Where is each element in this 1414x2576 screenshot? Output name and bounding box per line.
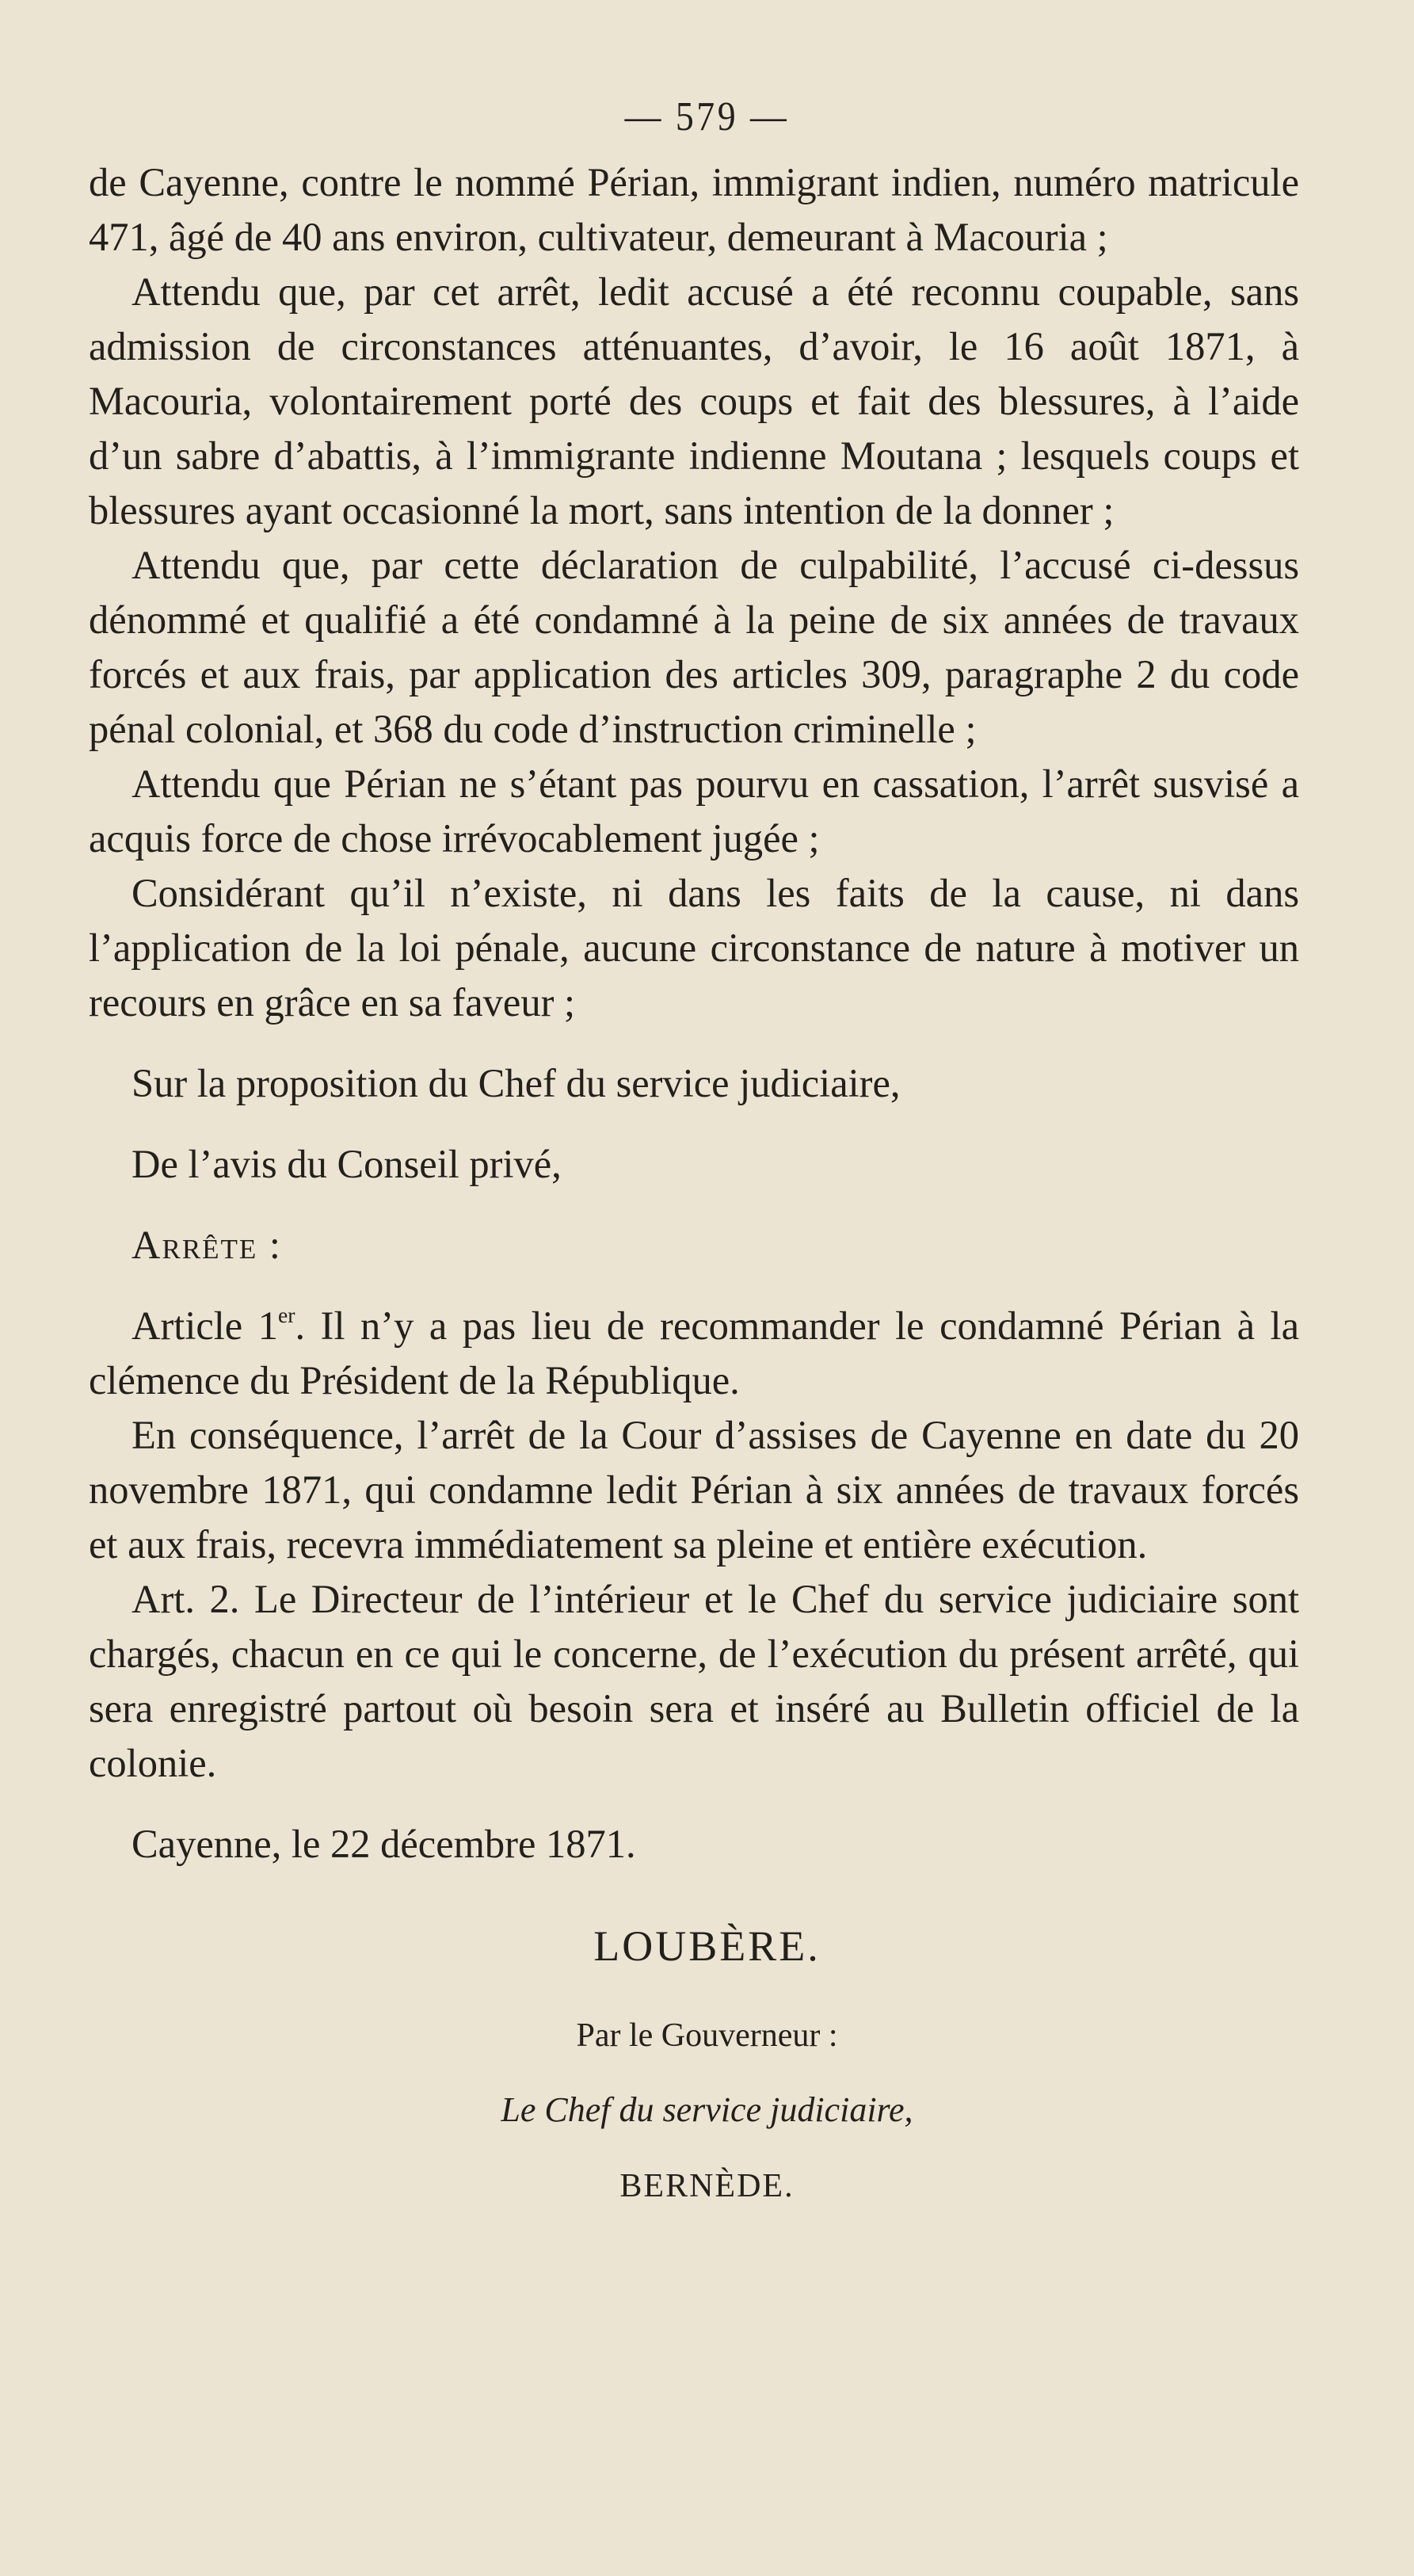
paragraph: Considérant qu’il n’existe, ni dans les faits de la cause, ni dans l’application de la loi pénale, aucune circonstance de nature à motiver un recours en grâce en sa faveur ; [89, 871, 1299, 1025]
signature-par: Par le Gouverneur : [576, 2017, 838, 2054]
page-number: — 579 — [624, 94, 790, 139]
decree-heading: Arrête : [131, 1223, 282, 1267]
paragraph: Attendu que, par cette déclaration de culpabilité, l’accusé ci-dessus dénommé et qualifié a été condamné à la peine de six années de travaux forcés et aux frais, par application des articles 309, paragraphe 2 du code pénal colonial, et 368 du code d’instruction criminelle ; [89, 543, 1299, 751]
paragraph: Attendu que Périan ne s’étant pas pourvu en cassation, l’arrêt susvisé a acquis force de chose irrévocablement jugée ; [89, 761, 1299, 861]
article-1-prefix: Article 1 [131, 1303, 278, 1348]
paragraph: En conséquence, l’arrêt de la Cour d’assises de Cayenne en date du 20 novembre 1871, qui condamne ledit Périan à six années de travaux forcés et aux frais, recevra immédiatement sa pleine et entière exécution. [89, 1413, 1299, 1567]
article-2: Art. 2. Le Directeur de l’intérieur et le Chef du service judiciaire sont chargés, chacun en ce qui le concerne, de l’exécution du présent arrêté, qui sera enregistré partout où besoin sera et inséré au Bulletin officiel de la colonie. [89, 1577, 1299, 1785]
paragraph: De l’avis du Conseil privé, [131, 1142, 562, 1186]
dateline: Cayenne, le 22 décembre 1871. [131, 1822, 636, 1866]
article-1-sup: er [277, 1303, 295, 1329]
article-1-text: . Il n’y a pas lieu de recommander le condamné Périan à la clémence du Président de la République. [89, 1303, 1299, 1402]
paragraph: Attendu que, par cet arrêt, ledit accusé a été reconnu coupable, sans admission de circonstances atténuantes, d’avoir, le 16 août 1871, à Macouria, volontairement porté des coups et fait des blessures, à l’aide d’un sabre d’abattis, à l’immigrante indienne Moutana ; lesquels coups et blessures ayant occasionné la mort, sans intention de la donner ; [89, 269, 1299, 532]
signature-name: LOUBÈRE. [593, 1922, 821, 1970]
paragraph: de Cayenne, contre le nommé Périan, immigrant indien, numéro matricule 471, âgé de 40 ans environ, cultivateur, demeurant à Macouria ; [89, 160, 1299, 259]
body-text [89, 155, 1299, 1872]
signature-name-2: BERNÈDE. [619, 2168, 795, 2204]
paragraph: Sur la proposition du Chef du service judiciaire, [131, 1061, 901, 1105]
article-1 [89, 1299, 1299, 1408]
signature-role: Le Chef du service judiciaire, [501, 2090, 913, 2129]
